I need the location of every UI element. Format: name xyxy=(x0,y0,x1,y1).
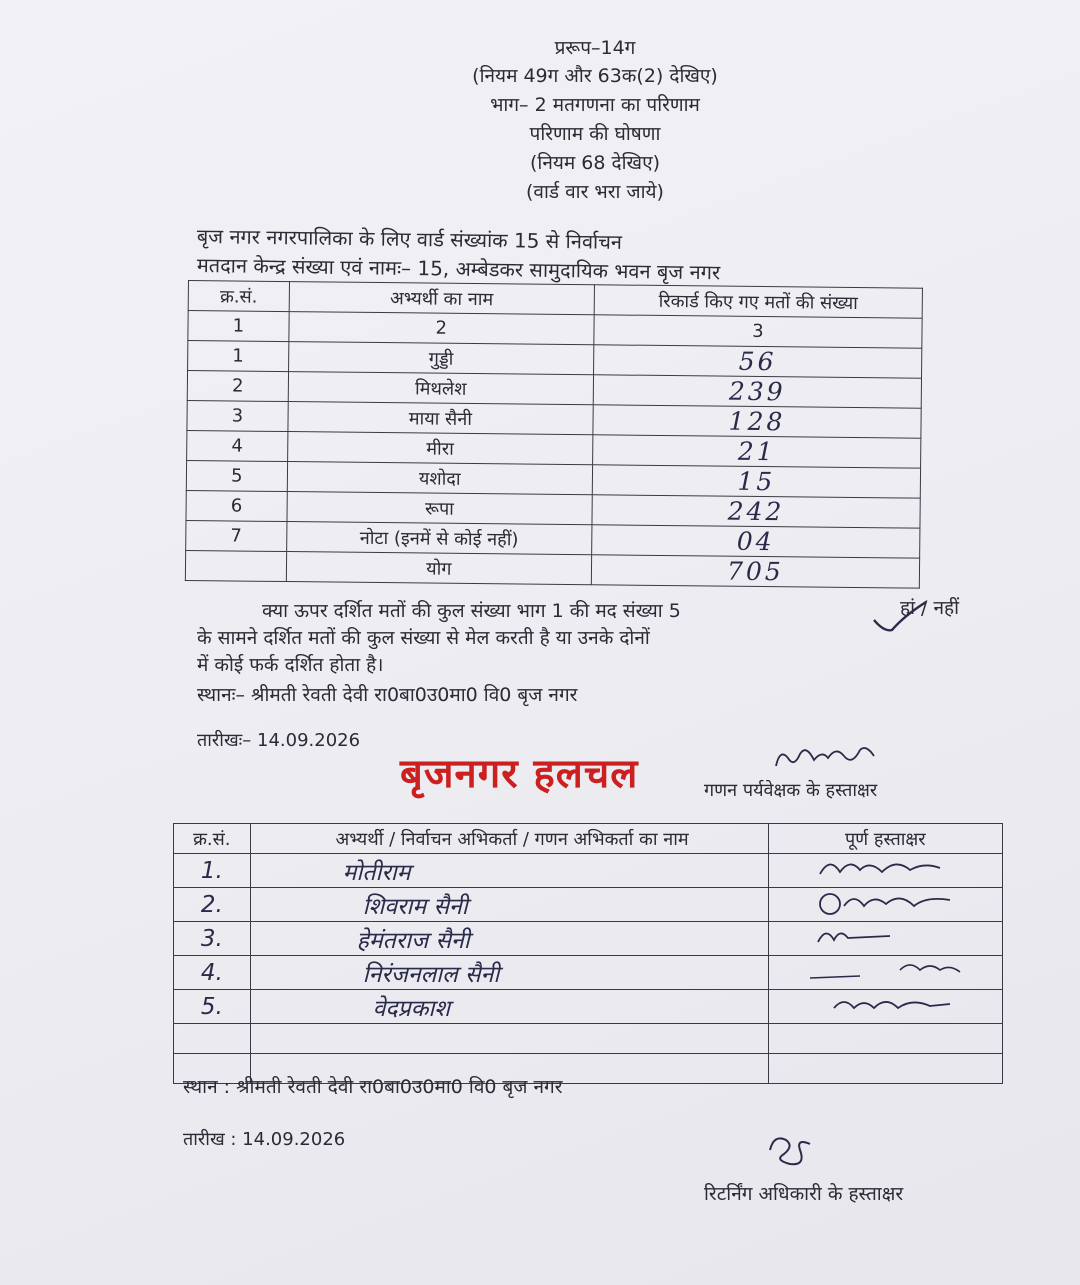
agent-serial: 2. xyxy=(200,891,223,918)
vote-count: 239 xyxy=(728,376,786,407)
table-row xyxy=(174,888,1003,922)
row-serial: 7 xyxy=(186,520,287,551)
candidate-name: रूपा xyxy=(287,492,592,525)
agent-name: मोतीराम xyxy=(342,859,411,886)
table-row-empty xyxy=(174,1024,1003,1054)
vote-count: 15 xyxy=(737,466,776,497)
total-empty xyxy=(185,550,286,581)
col-number-3: 3 xyxy=(594,315,922,348)
agent-serial: 5. xyxy=(200,993,223,1020)
row-serial: 5 xyxy=(186,460,287,491)
table-row xyxy=(174,854,1003,888)
declaration-title: परिणाम की घोषणा xyxy=(529,123,661,145)
agent-serial: 3. xyxy=(200,925,223,952)
agents-header-name: अभ्यर्थी / निर्वाचन अभिकर्ता / गणन अभिकर्ता का नाम xyxy=(250,824,768,854)
col-number-1: 1 xyxy=(188,311,289,342)
intro-line-2: मतदान केन्द्र संख्या एवं नामः– 15, अम्बेडकर सामुदायिक भवन बृज नगर xyxy=(196,252,721,285)
vote-count: 242 xyxy=(727,496,785,527)
row-serial: 2 xyxy=(187,371,288,402)
form-number: प्ररूप–14ग xyxy=(554,37,636,59)
agents-header-serial: क्र.सं. xyxy=(174,824,251,854)
part-title: भाग– 2 मतगणना का परिणाम xyxy=(490,94,700,116)
candidate-name: नोटा (इनमें से कोई नहीं) xyxy=(286,522,591,555)
agents-header-row xyxy=(174,824,1003,854)
ward-note: (वार्ड वार भरा जाये) xyxy=(526,181,664,203)
signature-scribble-icon xyxy=(800,990,970,1018)
vote-count: 21 xyxy=(737,436,776,467)
agent-name: शिवराम सैनी xyxy=(362,893,468,920)
place-line-2: स्थान : श्रीमती रेवती देवी रा0बा0उ0मा0 वि0 बृज नगर xyxy=(183,1076,563,1098)
total-row xyxy=(185,550,919,588)
vote-count: 128 xyxy=(728,406,786,437)
bhrijnagar-halchal-stamp: बृजनगर हलचल xyxy=(400,751,639,797)
returning-officer-label: रिटर्निंग अधिकारी के हस्ताक्षर xyxy=(704,1183,904,1205)
empty-cell xyxy=(768,1054,1002,1084)
rule-68: (नियम 68 देखिए) xyxy=(530,152,660,174)
agent-signature-cell xyxy=(768,888,1002,922)
returning-officer-signature-icon xyxy=(760,1130,820,1176)
header-candidate-name: अभ्यर्थी का नाम xyxy=(289,282,594,315)
question-line-3: में कोई फर्क दर्शित होता है। xyxy=(197,654,384,676)
tick-mark-icon xyxy=(870,598,930,638)
signature-scribble-icon xyxy=(800,854,970,882)
place-line-1: स्थानः– श्रीमती रेवती देवी रा0बा0उ0मा0 वि0 बृज नगर xyxy=(197,684,578,706)
agent-signature-cell xyxy=(768,854,1002,888)
agent-name: निरंजनलाल सैनी xyxy=(362,961,500,988)
date-line-2: तारीख : 14.09.2026 xyxy=(183,1129,346,1150)
question-line-2: के सामने दर्शित मतों की कुल संख्या से मेल करती है या उनके दोनों xyxy=(197,627,650,649)
empty-cell xyxy=(174,1024,251,1054)
signature-scribble-icon xyxy=(800,888,970,916)
agents-header-signature: पूर्ण हस्ताक्षर xyxy=(768,824,1002,854)
col-number-2: 2 xyxy=(289,312,594,345)
agent-serial: 1. xyxy=(200,857,223,884)
agent-signature-cell xyxy=(768,990,1002,1024)
empty-cell xyxy=(768,1024,1002,1054)
date-line-1: तारीखः– 14.09.2026 xyxy=(197,730,361,751)
header-serial: क्र.सं. xyxy=(188,281,289,312)
candidate-name: मीरा xyxy=(287,432,592,465)
intro-line-1: बृज नगर नगरपालिका के लिए वार्ड संख्यांक 15 से निर्वाचन xyxy=(196,223,623,254)
total-votes: 705 xyxy=(726,556,784,587)
empty-cell xyxy=(250,1024,768,1054)
yes-no-answer: हां / नहीं xyxy=(900,597,960,619)
candidate-name: यशोदा xyxy=(287,462,592,495)
agent-signature-cell xyxy=(768,922,1002,956)
row-serial: 4 xyxy=(187,430,288,461)
candidate-name: मिथलेश xyxy=(288,372,593,405)
supervisor-label: गणन पर्यवेक्षक के हस्ताक्षर xyxy=(704,780,878,801)
candidate-name: माया सैनी xyxy=(288,402,593,435)
total-label: योग xyxy=(286,552,591,585)
agent-name: वेदप्रकाश xyxy=(372,995,450,1022)
agent-signature-cell xyxy=(768,956,1002,990)
signature-scribble-icon xyxy=(800,922,970,950)
agents-table xyxy=(173,823,1003,1084)
results-table xyxy=(185,280,923,589)
agent-name: हेमंतराज सैनी xyxy=(356,927,470,954)
row-serial: 3 xyxy=(187,400,288,431)
vote-count: 04 xyxy=(736,526,775,557)
table-row xyxy=(174,990,1003,1024)
header-votes: रिकार्ड किए गए मतों की संख्या xyxy=(594,285,922,318)
candidate-name: गुड्डी xyxy=(288,342,593,375)
agent-serial: 4. xyxy=(200,959,223,986)
table-row xyxy=(174,922,1003,956)
supervisor-signature-icon xyxy=(770,742,880,776)
question-line-1: क्या ऊपर दर्शित मतों की कुल संख्या भाग 1 की मद संख्या 5 xyxy=(262,600,681,622)
row-serial: 6 xyxy=(186,490,287,521)
vote-count: 56 xyxy=(738,346,777,377)
rule-reference: (नियम 49ग और 63क(2) देखिए) xyxy=(472,65,718,87)
signature-scribble-icon xyxy=(800,956,970,984)
table-row xyxy=(174,956,1003,990)
row-serial: 1 xyxy=(188,341,289,372)
